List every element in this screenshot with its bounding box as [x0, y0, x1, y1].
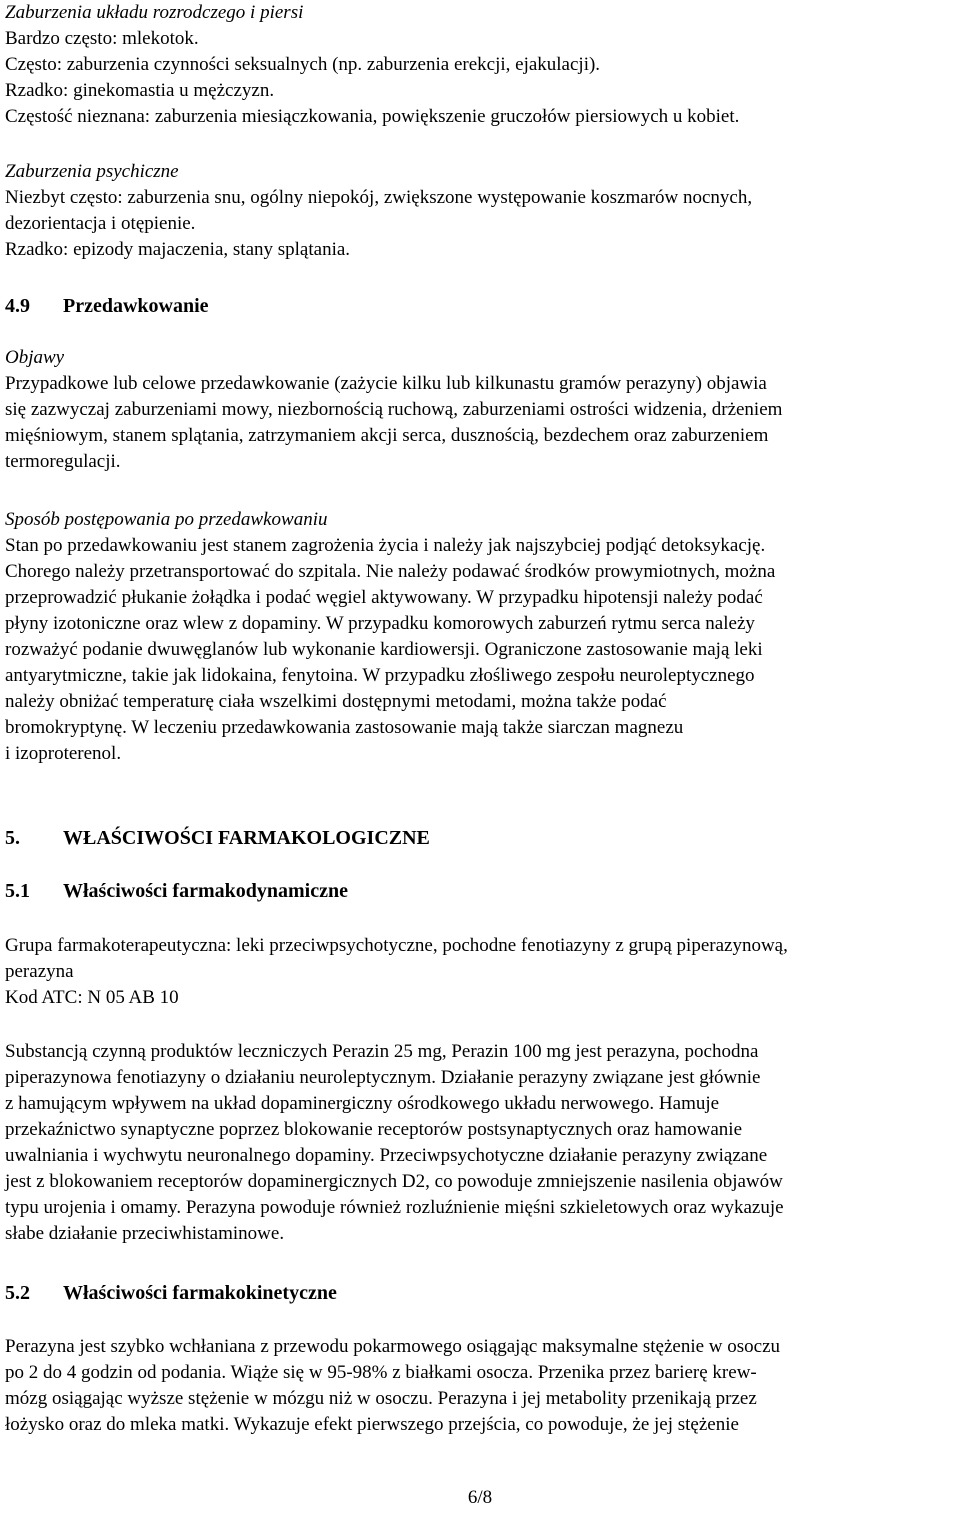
section-heading-5-1	[5, 878, 955, 904]
section-heading-title: Przedawkowanie	[63, 295, 209, 317]
text-line: mięśniowym, stanem splątania, zatrzymaniem akcji serca, dusznością, bezdechem oraz zaburzeniem	[5, 425, 769, 446]
text-line: Chorego należy przetransportować do szpitala. Nie należy podawać środków prowymiotnych, można	[5, 561, 776, 582]
pharmacotherapeutic-group	[5, 933, 955, 1011]
text-line: jest z blokowaniem receptorów dopaminergicznych D2, co powoduje zmniejszenie nasilenia objawów	[5, 1171, 783, 1192]
text-line: rozważyć podanie dwuwęglanów lub wykonanie kardiowersji. Ograniczone zastosowanie mają leki	[5, 639, 763, 660]
text-line: Perazyna jest szybko wchłaniana z przewodu pokarmowego osiągając maksymalne stężenie w osoczu	[5, 1336, 781, 1357]
section-heading-title: Właściwości farmakodynamiczne	[63, 880, 348, 902]
text-line: Grupa farmakoterapeutyczna: leki przeciwpsychotyczne, pochodne fenotiazyny z grupą piperazynową,	[5, 935, 788, 956]
section-title: Zaburzenia układu rozrodczego i piersi	[5, 2, 304, 23]
text-line: typu urojenia i omamy. Perazyna powoduje również rozluźnienie mięśni szkieletowych oraz wykazuje	[5, 1197, 784, 1218]
subsection-title: Objawy	[5, 347, 65, 368]
text-line: uwalniania i wychwytu neuronalnego dopaminy. Przeciwpsychotyczne działanie perazyny związane	[5, 1145, 768, 1166]
section-title: Zaburzenia psychiczne	[5, 161, 179, 182]
text-line: Rzadko: ginekomastia u mężczyzn.	[5, 80, 275, 101]
text-line: Substancją czynną produktów leczniczych Perazin 25 mg, Perazin 100 mg jest perazyna, pochodna	[5, 1041, 759, 1062]
text-line: przeprowadzić płukanie żołądka i podać węgiel aktywowany. W przypadku hipotensji należy podać	[5, 587, 763, 608]
pharmacokinetics-body	[5, 1334, 955, 1438]
atc-code: Kod ATC: N 05 AB 10	[5, 987, 179, 1008]
section-heading-title: WŁAŚCIWOŚCI FARMAKOLOGICZNE	[63, 827, 430, 849]
section-number: 5.1	[5, 880, 30, 902]
section-symptoms	[5, 345, 955, 475]
text-line: i izoproterenol.	[5, 743, 122, 764]
section-reproductive	[5, 0, 955, 130]
text-line: należy obniżać temperaturę ciała wszelkimi dostępnymi metodami, można także podać	[5, 691, 667, 712]
text-line: słabe działanie przeciwhistaminowe.	[5, 1223, 285, 1244]
text-line: piperazynowa fenotiazyny o działaniu neuroleptycznym. Działanie perazyny związane jest głównie	[5, 1067, 761, 1088]
text-line: perazyna	[5, 961, 74, 982]
text-line: z hamującym wpływem na układ dopaminergiczny ośrodkowego układu nerwowego. Hamuje	[5, 1093, 720, 1114]
text-line: Przypadkowe lub celowe przedawkowanie (zażycie kilku lub kilkunastu gramów perazyny) objawia	[5, 373, 767, 394]
text-line: płyny izotoniczne oraz wlew z dopaminy. W przypadku komorowych zaburzeń rytmu serca należy	[5, 613, 755, 634]
text-line: się zazwyczaj zaburzeniami mowy, niezbornością ruchową, zaburzeniami ostrości widzenia, drżeniem	[5, 399, 783, 420]
section-overdose-management	[5, 507, 955, 767]
text-line: po 2 do 4 godzin od podania. Wiąże się w 95-98% z białkami osocza. Przenika przez barierę krew-	[5, 1362, 757, 1383]
section-heading-title: Właściwości farmakokinetyczne	[63, 1282, 337, 1304]
section-psychiatric	[5, 159, 955, 263]
text-line: dezorientacja i otępienie.	[5, 213, 196, 234]
text-line: Stan po przedawkowaniu jest stanem zagrożenia życia i należy jak najszybciej podjąć detoksykację.	[5, 535, 766, 556]
text-line: przekaźnictwo synaptyczne poprzez blokowanie receptorów postsynaptycznych oraz hamowanie	[5, 1119, 743, 1140]
text-line: termoregulacji.	[5, 451, 121, 472]
page-number: 6/8	[467, 1487, 493, 1508]
text-line: Bardzo często: mlekotok.	[5, 28, 199, 49]
text-line: bromokryptynę. W leczeniu przedawkowania zastosowanie mają także siarczan magnezu	[5, 717, 684, 738]
subsection-title: Sposób postępowania po przedawkowaniu	[5, 509, 328, 530]
text-line: łożysko oraz do mleka matki. Wykazuje efekt pierwszego przejścia, co powoduje, że jej stężenie	[5, 1414, 739, 1435]
section-number: 4.9	[5, 295, 30, 317]
text-line: Często: zaburzenia czynności seksualnych (np. zaburzenia erekcji, ejakulacji).	[5, 54, 601, 75]
text-line: Niezbyt często: zaburzenia snu, ogólny niepokój, zwiększone występowanie koszmarów nocnych,	[5, 187, 753, 208]
text-line: antyarytmiczne, takie jak lidokaina, fenytoina. W przypadku złośliwego zespołu neuroleptycznego	[5, 665, 755, 686]
section-number: 5.	[5, 827, 20, 849]
text-line: Rzadko: epizody majaczenia, stany splątania.	[5, 239, 351, 260]
text-line: Częstość nieznana: zaburzenia miesiączkowania, powiększenie gruczołów piersiowych u kobiet.	[5, 106, 740, 127]
section-number: 5.2	[5, 1282, 30, 1304]
section-heading-4-9	[5, 293, 955, 319]
section-heading-5-2	[5, 1280, 955, 1306]
pharmacodynamics-body	[5, 1039, 955, 1247]
text-line: mózg osiągając wyższe stężenie w mózgu niż w osoczu. Perazyna i jej metabolity przenikają przez	[5, 1388, 757, 1409]
section-heading-5	[5, 825, 955, 851]
